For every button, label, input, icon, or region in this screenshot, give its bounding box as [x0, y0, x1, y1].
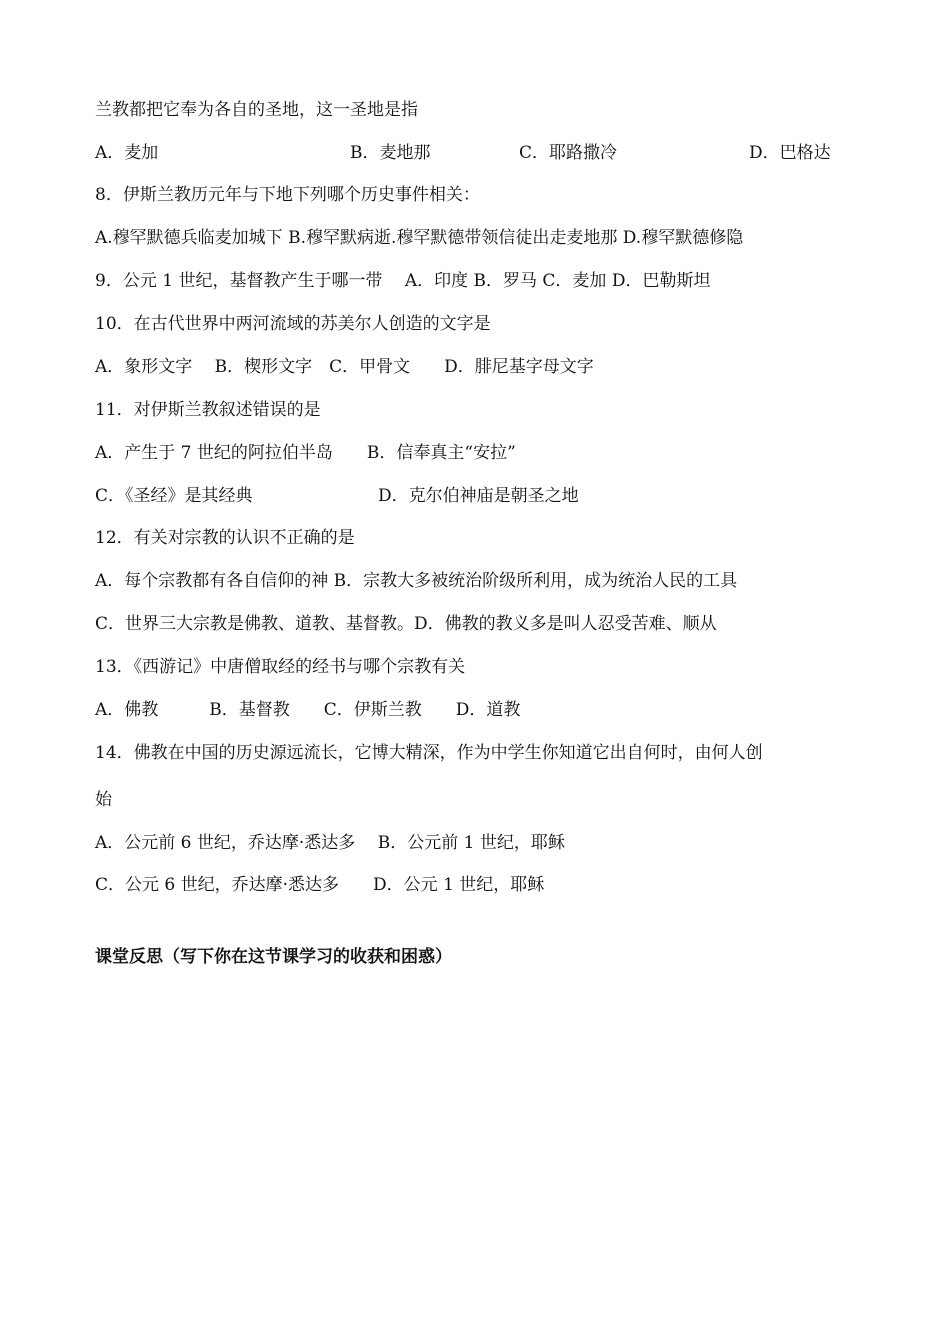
q12-options-row2: C．世界三大宗教是佛教、道教、基督教。D．佛教的教义多是叫人忍受苦难、顺从 — [95, 614, 717, 634]
q14-options-row2: C．公元 6 世纪，乔达摩·悉达多 D．公元 1 世纪，耶稣 — [95, 875, 545, 895]
q7-continuation: 兰教都把它奉为各自的圣地，这一圣地是指 — [95, 100, 418, 120]
q7-option-a: A．麦加 — [95, 143, 159, 163]
q9-line: 9．公元 1 世纪，基督教产生于哪一带 A．印度 B．罗马 C．麦加 D．巴勒斯坦 — [95, 271, 711, 291]
q7-option-d: D．巴格达 — [749, 143, 831, 163]
q14-stem-line1: 14．佛教在中国的历史源远流长，它博大精深，作为中学生你知道它出自何时，由何人创 — [95, 743, 763, 763]
q8-stem: 8．伊斯兰教历元年与下地下列哪个历史事件相关： — [95, 185, 480, 205]
q11-option-c: C．《圣经》是其经典 — [95, 486, 253, 506]
q10-options: A．象形文字 B．楔形文字 C．甲骨文 D．腓尼基字母文字 — [95, 357, 594, 377]
q14-options-row1: A．公元前 6 世纪，乔达摩·悉达多 B．公元前 1 世纪，耶稣 — [95, 833, 565, 853]
q14-stem-line2: 始 — [95, 790, 112, 810]
q13-options: A．佛教 B．基督教 C．伊斯兰教 D．道教 — [95, 700, 521, 720]
q10-stem: 10．在古代世界中两河流域的苏美尔人创造的文字是 — [95, 314, 491, 334]
q11-option-d: D．克尔伯神庙是朝圣之地 — [378, 486, 579, 506]
reflection-heading: 课堂反思（写下你在这节课学习的收获和困惑） — [95, 947, 452, 967]
q8-options: A.穆罕默德兵临麦加城下 B.穆罕默病逝.穆罕默德带领信徒出走麦地那 D.穆罕默德修隐 — [95, 228, 744, 248]
q13-stem: 13．《西游记》中唐僧取经的经书与哪个宗教有关 — [95, 657, 466, 677]
q12-stem: 12．有关对宗教的认识不正确的是 — [95, 528, 355, 548]
q11-stem: 11．对伊斯兰教叙述错误的是 — [95, 400, 321, 420]
q7-option-b: B．麦地那 — [350, 143, 431, 163]
q11-options-row1: A．产生于 7 世纪的阿拉伯半岛 B．信奉真主“安拉” — [95, 443, 516, 463]
q12-options-row1: A．每个宗教都有各自信仰的神 B．宗教大多被统治阶级所利用，成为统治人民的工具 — [95, 571, 738, 591]
q7-option-c: C．耶路撒冷 — [519, 143, 618, 163]
